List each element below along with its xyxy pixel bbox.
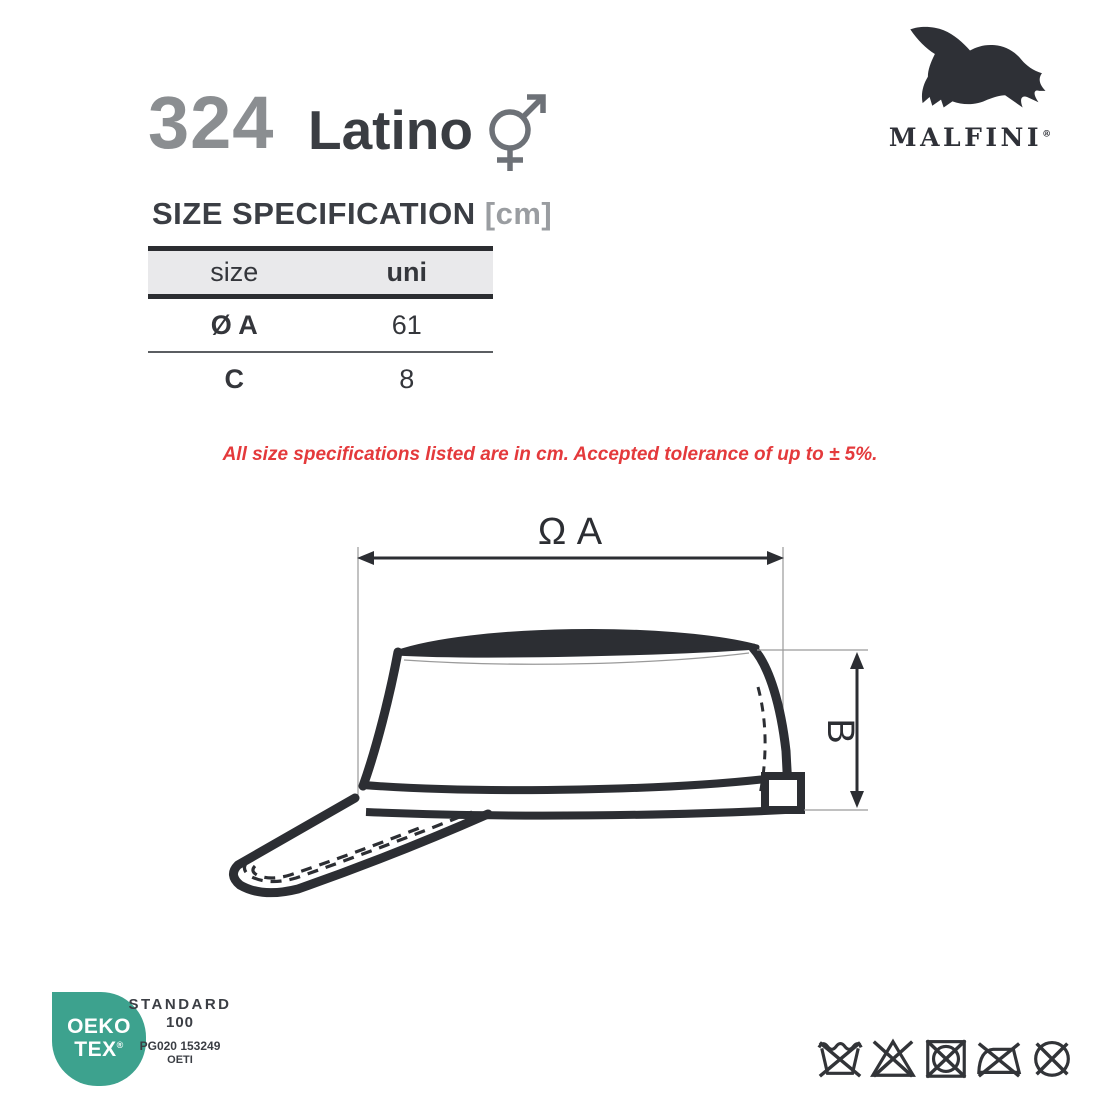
- arrowhead-up: [850, 652, 864, 669]
- do-not-wash-icon: [816, 1032, 864, 1082]
- male-female-gender-icon: [477, 92, 557, 179]
- do-not-tumble-dry-icon: [922, 1032, 970, 1082]
- arrowhead-left: [357, 551, 374, 565]
- cap-left-side: [363, 652, 398, 786]
- arrowhead-right: [767, 551, 784, 565]
- arrowhead-down: [850, 791, 864, 808]
- oeko-tex-text: [128, 996, 232, 1066]
- table-row: [148, 353, 493, 405]
- cap-top: [396, 631, 757, 655]
- column-header-size: size: [210, 257, 259, 287]
- size-table-header: [148, 251, 493, 299]
- tolerance-note: All size specifications listed are in cm. Accepted tolerance of up to ± 5%.: [222, 444, 878, 465]
- unit-suffix: [cm]: [484, 196, 553, 231]
- do-not-dry-clean-icon: [1028, 1032, 1076, 1082]
- width-dimension-label: Ω A: [537, 511, 603, 553]
- care-symbols: [816, 1032, 1076, 1082]
- product-name: Latino: [308, 99, 473, 161]
- table-row: [148, 299, 493, 351]
- oeko-standard-label: STANDARD: [128, 996, 232, 1013]
- registered-mark: ®: [1042, 129, 1052, 140]
- size-table: [148, 246, 493, 405]
- height-dimension-label: B: [819, 718, 861, 744]
- cap-band-buckle: [765, 776, 801, 810]
- oeko-institute: OETI: [167, 1054, 193, 1066]
- do-not-bleach-icon: [869, 1032, 917, 1082]
- cap-technical-drawing: [200, 495, 900, 930]
- section-title: SIZE SPECIFICATION [cm]: [152, 196, 553, 231]
- row-value: 8: [399, 363, 415, 394]
- row-label: C: [224, 363, 244, 394]
- cap-band-top: [363, 776, 790, 790]
- cap-band-bottom: [366, 809, 804, 816]
- brand-logo: [878, 20, 1062, 152]
- do-not-iron-icon: [975, 1032, 1023, 1082]
- row-label: Ø A: [210, 309, 258, 340]
- column-header-uni: uni: [386, 257, 427, 287]
- product-code: 324: [148, 81, 275, 164]
- row-value: 61: [391, 309, 422, 340]
- malfini-bird-logo: [891, 20, 1049, 116]
- oeko-standard-number: 100: [165, 1014, 195, 1031]
- brand-name: MALFINI®: [888, 123, 1052, 152]
- oeko-cert-code: PG020 153249: [139, 1039, 221, 1053]
- oeko-tex-badge: OEKO TEX®: [52, 992, 146, 1086]
